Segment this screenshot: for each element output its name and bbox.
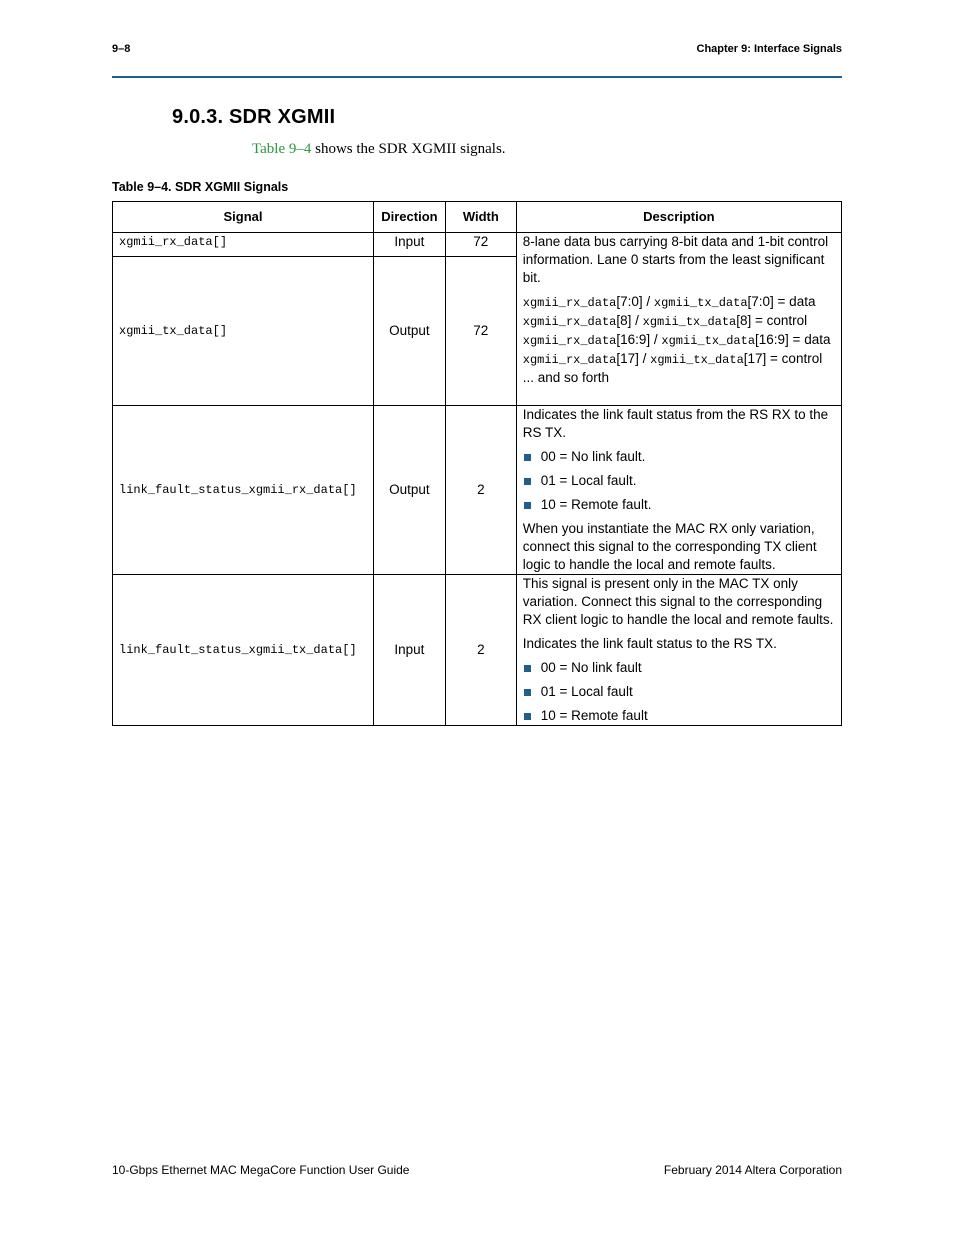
bullet-square-icon bbox=[524, 502, 531, 509]
bit-mapping-list bbox=[523, 293, 835, 387]
bullet-square-icon bbox=[524, 665, 531, 672]
signal-ref: xgmii_rx_data bbox=[522, 315, 617, 329]
signal-direction: Output bbox=[373, 406, 445, 575]
table-row bbox=[113, 406, 842, 575]
signal-ref: xgmii_rx_data bbox=[522, 334, 617, 348]
section-title: 9.0.3. SDR XGMII bbox=[172, 106, 336, 128]
description-text: Indicates the link fault status to the RS TX. bbox=[522, 636, 777, 651]
signals-table bbox=[112, 201, 842, 726]
description-text: When you instantiate the MAC RX only variation, connect this signal to the corresponding TX client logic to handle the local and remote faults. bbox=[522, 521, 817, 572]
signal-ref: xgmii_rx_data bbox=[522, 296, 617, 310]
intro-paragraph bbox=[252, 141, 506, 158]
chapter-title: Chapter 9: Interface Signals bbox=[696, 43, 842, 55]
signal-description bbox=[516, 406, 841, 575]
bit-range: [8] / bbox=[616, 313, 643, 328]
header-rule bbox=[112, 76, 842, 78]
signal-direction: Output bbox=[373, 257, 445, 406]
bit-range: [7:0] / bbox=[616, 294, 654, 309]
bit-range: [17] / bbox=[616, 351, 651, 366]
signal-name: link_fault_status_xgmii_rx_data[] bbox=[113, 406, 374, 575]
signal-ref: xgmii_rx_data bbox=[522, 353, 617, 367]
header-width: Width bbox=[445, 202, 516, 233]
signal-direction: Input bbox=[373, 233, 445, 257]
list-item: 10 = Remote fault bbox=[523, 707, 835, 725]
page-number: 9–8 bbox=[112, 43, 131, 55]
list-item: 01 = Local fault bbox=[523, 683, 835, 701]
signal-width: 72 bbox=[445, 233, 516, 257]
signal-width: 2 bbox=[445, 575, 516, 726]
bit-meaning: [17] = control bbox=[743, 351, 823, 366]
description-text: 8-lane data bus carrying 8-bit data and 1-bit control information. Lane 0 starts from the least significant bit. bbox=[522, 234, 829, 285]
table-row bbox=[113, 575, 842, 726]
bullet-square-icon bbox=[524, 454, 531, 461]
table-row bbox=[113, 233, 842, 257]
bit-mapping-line bbox=[523, 312, 835, 331]
intro-text: shows the SDR XGMII signals. bbox=[311, 141, 506, 157]
footer-document-title: 10-Gbps Ethernet MAC MegaCore Function User Guide bbox=[112, 1163, 410, 1177]
bit-mapping-line: ... and so forth bbox=[522, 370, 610, 385]
footer-date-company: February 2014 Altera Corporation bbox=[663, 1163, 842, 1177]
header-direction: Direction bbox=[373, 202, 445, 233]
table-caption: Table 9–4. SDR XGMII Signals bbox=[112, 180, 289, 194]
description-text: This signal is present only in the MAC TX only variation. Connect this signal to the corresponding RX client logic to handle the local and remote faults. bbox=[522, 576, 834, 627]
signal-description bbox=[516, 233, 841, 406]
signal-ref: xgmii_tx_data bbox=[642, 315, 737, 329]
signal-name: link_fault_status_xgmii_tx_data[] bbox=[113, 575, 374, 726]
signal-name: xgmii_tx_data[] bbox=[113, 257, 374, 406]
table-reference-link[interactable]: Table 9–4 bbox=[252, 141, 312, 157]
signal-ref: xgmii_tx_data bbox=[661, 334, 756, 348]
signal-description bbox=[516, 575, 841, 726]
bullet-square-icon bbox=[524, 713, 531, 720]
bit-range: [16:9] / bbox=[616, 332, 662, 347]
list-item: 01 = Local fault. bbox=[523, 472, 835, 490]
bit-meaning: [8] = control bbox=[736, 313, 808, 328]
list-item: 10 = Remote fault. bbox=[523, 496, 835, 514]
signal-width: 72 bbox=[445, 257, 516, 406]
bit-meaning: [7:0] = data bbox=[747, 294, 816, 309]
bullet-square-icon bbox=[524, 478, 531, 485]
signal-width: 2 bbox=[445, 406, 516, 575]
header-description: Description bbox=[516, 202, 841, 233]
signal-ref: xgmii_tx_data bbox=[650, 353, 744, 367]
bullet-square-icon bbox=[524, 689, 531, 696]
table-header-row bbox=[113, 202, 842, 233]
signal-direction: Input bbox=[373, 575, 445, 726]
list-item: 00 = No link fault. bbox=[523, 448, 835, 466]
bit-mapping-line bbox=[523, 293, 835, 312]
bit-mapping-line bbox=[523, 350, 835, 369]
list-item: 00 = No link fault bbox=[523, 659, 835, 677]
signal-ref: xgmii_tx_data bbox=[653, 296, 748, 310]
signal-name: xgmii_rx_data[] bbox=[113, 233, 374, 257]
header-signal: Signal bbox=[113, 202, 374, 233]
bit-meaning: [16:9] = data bbox=[755, 332, 831, 347]
bit-mapping-line bbox=[523, 331, 835, 350]
description-text: Indicates the link fault status from the RS RX to the RS TX. bbox=[522, 407, 829, 440]
